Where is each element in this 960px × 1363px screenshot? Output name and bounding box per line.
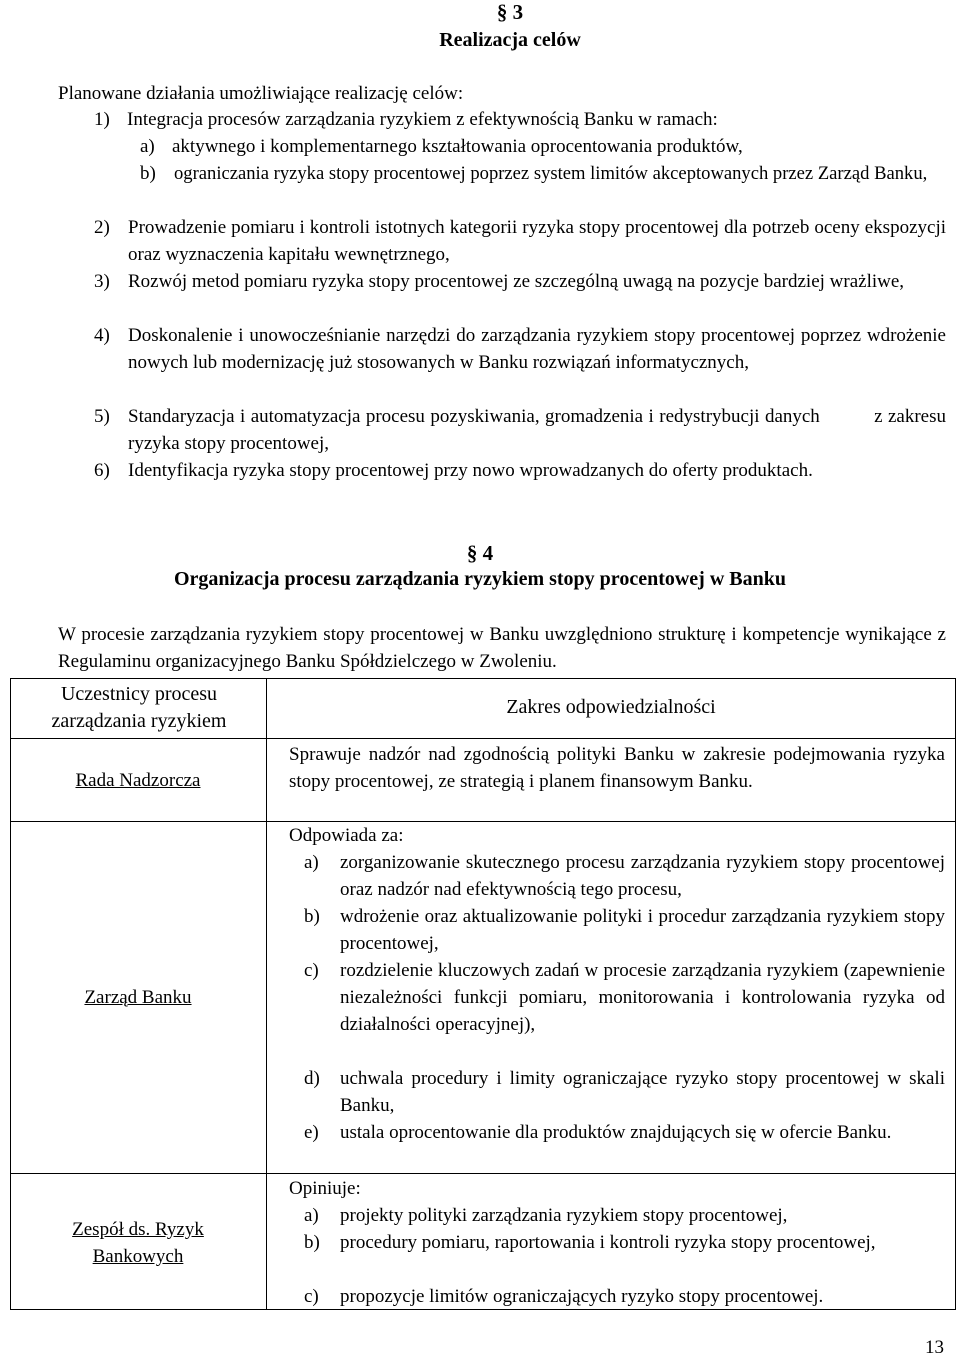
item-label: 2) (94, 217, 110, 238)
zarzad-item (304, 1065, 946, 1119)
item-text: projekty polityki zarządzania ryzykiem stopy procentowej, (340, 1205, 788, 1226)
section3-intro: Planowane działania umożliwiające realizację celów: (58, 83, 464, 104)
section4-intro: W procesie zarządzania ryzykiem stopy procentowej w Banku uwzględniono strukturę i kompetencje wynikające z Regulaminu organizacyjnego Banku Spółdzielczego w Zwoleniu. (58, 624, 946, 672)
item-label: a) (304, 852, 319, 873)
section-number: 4 (482, 541, 494, 565)
item-text: Doskonalenie i unowocześnianie narzędzi do zarządzania ryzykiem stopy procentowej poprzez wdrożenie nowych lub modernizację już stosowanych w Banku rozwiązań informatycznych, (128, 325, 946, 373)
item-text: Rozwój metod pomiaru ryzyka stopy procentowej ze szczególną uwagą na pozycje bardziej wrażliwe, (128, 271, 905, 292)
item-label: b) (304, 906, 320, 927)
item-label: d) (304, 1068, 320, 1089)
list-item (94, 214, 946, 268)
item-text: Identyfikacja ryzyka stopy procentowej przy nowo wprowadzanych do oferty produktach. (128, 460, 813, 481)
section3-heading (380, 0, 640, 54)
section3-sign-number (380, 0, 640, 24)
zespol-item (304, 1283, 946, 1310)
table-border-right (955, 678, 956, 1310)
participant-rada: Rada Nadzorcza (75, 770, 201, 791)
section-sign: § (466, 541, 478, 565)
participant-zespol: Zespół ds. Ryzyk Bankowych (72, 1219, 204, 1267)
table-border-top (10, 678, 956, 679)
zespol-item (304, 1202, 946, 1229)
section4-sign-number (60, 540, 900, 566)
item-text: uchwala procedury i limity ograniczające ryzyko stopy procentowej w skali Banku, (340, 1068, 945, 1116)
item-label: a) (304, 1205, 319, 1226)
item-label: 6) (94, 460, 110, 481)
item-text: aktywnego i komplementarnego kształtowania oprocentowania produktów, (172, 136, 743, 157)
item-text: ograniczania ryzyka stopy procentowej poprzez system limitów akceptowanych przez Zarząd Banku, (174, 163, 928, 184)
zespol-item (304, 1229, 946, 1283)
item-text: ustala oprocentowanie dla produktów znajdujących się w ofercie Banku. (340, 1122, 892, 1143)
col2-header: Zakres odpowiedzialności (506, 696, 716, 718)
list-item (94, 457, 946, 511)
table-border-row2 (10, 1173, 956, 1174)
item-text: zorganizowanie skutecznego procesu zarządzania ryzykiem stopy procentowej oraz nadzór nad efektywnością tego procesu, (340, 852, 945, 900)
item-label: a) (140, 136, 155, 157)
zarzad-item (304, 849, 946, 903)
item-text: Prowadzenie pomiaru i kontroli istotnych kategorii ryzyka stopy procentowej dla potrzeb oceny ekspozycji oraz wyznaczenia kapitału wewnętrznego, (128, 217, 946, 265)
list-item (94, 268, 946, 322)
zarzad-item (304, 1119, 946, 1173)
page-number: 13 (925, 1337, 944, 1358)
item-text: Standaryzacja i automatyzacja procesu pozyskiwania, gromadzenia i redystrybucji danych z zakresu ryzyka stopy procentowej, (128, 406, 951, 454)
section-sign: § (496, 0, 508, 24)
zarzad-item (304, 903, 946, 957)
item-text: procedury pomiaru, raportowania i kontroli ryzyka stopy procentowej, (340, 1232, 876, 1253)
item-label: 1) (94, 109, 110, 130)
item-label: 4) (94, 325, 110, 346)
list-item (140, 133, 950, 160)
item-label: c) (304, 1286, 319, 1307)
participant-zarzad: Zarząd Banku (84, 987, 192, 1008)
section4-heading (60, 540, 900, 593)
responsibility-table (10, 678, 956, 1310)
item-label: 3) (94, 271, 110, 292)
zarzad-lead: Odpowiada za: (289, 825, 404, 846)
table-border-mid (266, 678, 267, 1310)
section3-title: Realizacja celów (439, 29, 581, 51)
list-item (140, 160, 950, 214)
list-item (94, 106, 954, 133)
table-border-header (10, 738, 956, 739)
section4-title: Organizacja procesu zarządzania ryzykiem stopy procentowej w Banku (174, 568, 786, 590)
item-label: c) (304, 960, 319, 981)
item-label: 5) (94, 406, 110, 427)
item-text: rozdzielenie kluczowych zadań w procesie zarządzania ryzykiem (zapewnienie niezależności funkcji pomiaru, monitorowania i kontrolowania ryzyka od działalności operacyjnej), (340, 960, 945, 1035)
item-label: e) (304, 1122, 319, 1143)
rada-text: Sprawuje nadzór nad zgodnością polityki Banku w zakresie podejmowania ryzyka stopy procentowej, ze strategią i planem finansowym Banku. (289, 744, 945, 792)
col1-header: Uczestnicy procesu zarządzania ryzykiem (51, 683, 227, 732)
section-number: 3 (512, 0, 524, 24)
list-item (94, 322, 946, 403)
item-text: wdrożenie oraz aktualizowanie polityki i procedur zarządzania ryzykiem stopy procentowej, (340, 906, 945, 954)
item-text: Integracja procesów zarządzania ryzykiem z efektywnością Banku w ramach: (127, 109, 718, 130)
table-border-row1 (10, 821, 956, 822)
item-label: b) (140, 163, 156, 184)
item-text: propozycje limitów ograniczających ryzyko stopy procentowej. (340, 1286, 824, 1307)
zarzad-item (304, 957, 946, 1065)
list-item (94, 403, 951, 457)
item-label: b) (304, 1232, 320, 1253)
zespol-lead: Opiniuje: (289, 1178, 361, 1199)
